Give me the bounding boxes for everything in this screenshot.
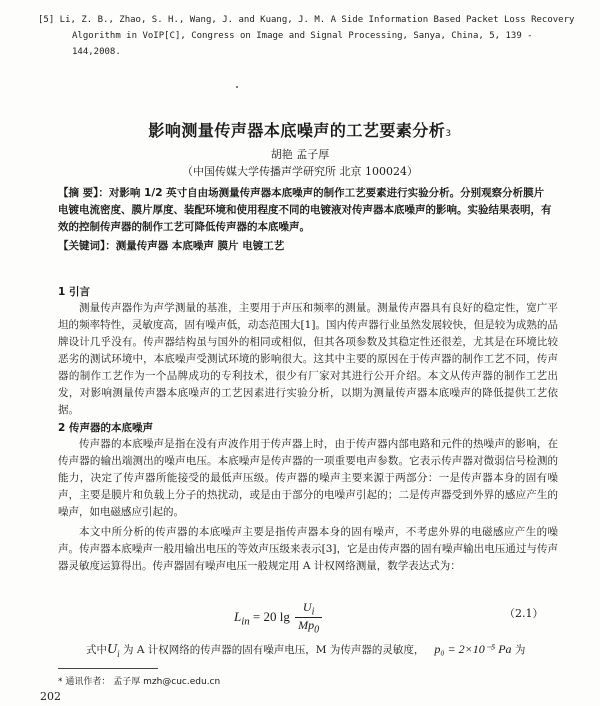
equation-operator: = 20 lg — [249, 608, 294, 624]
abstract — [58, 185, 554, 236]
numerator-sub: i — [311, 606, 315, 618]
title-footnote-mark: 3 — [445, 129, 452, 139]
page-number: 202 — [40, 690, 61, 703]
equation-lhs-sub: in — [241, 615, 250, 628]
equation-2-1 — [234, 600, 322, 636]
equation-explanation — [86, 642, 556, 659]
where-pre: 式中 — [86, 644, 107, 656]
equation-lhs: L — [234, 608, 242, 624]
where-var-sub: i — [117, 648, 120, 659]
numerator-var: U — [302, 600, 312, 614]
paper-affiliation: （中国传媒大学传播声学研究所 北京 100024） — [182, 165, 418, 178]
intro-paragraph: 测量传声器作为声学测量的基准，主要用于声压和频率的测量。测量传声器具有良好的稳定性，宽广平坦的频率特性，灵敏度高，固有噪声低，动态范围大[1]。国内传声器行业虽然发展较快，但是较为成熟的品牌设计几乎没有。传声器结构虽与国外的相同或相似，但其各项参数及其稳定性还很差，尤其是在环境比较恶劣的测试环境中，本底噪声受测试环境的影响很大。这其中主要的原因在于传声器的制作工艺不同，传声器的制作工艺作为一个品牌成功的专利技术，很少有厂家对其进行公开介绍。本文从传声器的制作工艺出发，对影响测量传声器本底噪声的工艺因素进行实验分析，以期为测量传声器本底噪声的降低提供工艺依据。 — [58, 302, 558, 416]
footnote-rule — [58, 668, 158, 669]
noise-paragraph-1: 传声器的本底噪声是指在没有声波作用于传声器上时，由于传声器内部电路和元件的热噪声的影响，在传声器的输出端测出的噪声电压。本底噪声是传声器的一项重要电声参数。它表示传声器对微弱信号检测的能力，决定了传声器所能接受的最低声压级。传声器的噪声主要来源于两部分：一是传声器本身的固有噪声，主要是膜片和负载上分子的热扰动，或是由于部分的电噪声引起的；二是传声器受到外界的感应产生的噪声，如电磁感应引起的。 — [58, 438, 558, 518]
where-p0: p₀ = 2×10⁻⁵ Pa — [434, 642, 512, 656]
noise-paragraph-2: 本文中所分析的传声器的本底噪声主要是指传声器本身的固有噪声，不考虑外界的电磁感应产生的噪声。传声器本底噪声一般用输出电压的等效声压级来表示[3]，它是由传声器的固有噪声输出电压通过与传声器灵敏度运算得出。传声器固有噪声电压一般规定用 A 计权网络测量，数学表达式为： — [58, 526, 558, 572]
keywords-label: 【关键词】 — [58, 240, 106, 252]
keywords-text: ：测量传声器 本底噪声 膜片 电镀工艺 — [105, 240, 285, 252]
denominator-var: Mp — [298, 618, 315, 633]
equation-number: （2.1） — [504, 607, 544, 620]
title-text: 影响测量传声器本底噪声的工艺要素分析 — [148, 121, 446, 140]
equation-numerator — [295, 600, 322, 618]
abstract-label: 【摘 要】 — [58, 187, 99, 199]
reference-line-1: [5] Li, Z. B., Zhao, S. H., Wang, J. and Kuang, J. M. A Side Information Based Packet Loss Recovery — [38, 15, 575, 25]
footnote: * 通讯作者： 孟子厚 mzh@cuc.edu.cn — [58, 677, 221, 687]
section-heading-noise: 2 传声器的本底噪声 — [58, 422, 153, 434]
paper-title — [0, 118, 600, 141]
where-post: 为 — [511, 644, 526, 656]
section-heading-intro: 1 引言 — [58, 286, 90, 298]
paper-authors: 胡艳 孟子厚 — [270, 148, 330, 161]
where-var-u: U — [107, 642, 118, 657]
equation-fraction — [295, 600, 322, 636]
where-var — [107, 642, 120, 657]
abstract-text: ：对影响 1/2 英寸自由场测量传声器本底噪声的制作工艺要素进行实验分析。分别观察分析膜片电镀电流密度、膜片厚度、装配环境和使用程度不同的电镀液对传声器本底噪声的影响。实验结果表明，有效的控制传声器的制作工艺可降低传声器的本底噪声。 — [58, 187, 552, 233]
where-mid: 为 A 计权网络的传声器的固有噪声电压，M 为传声器的灵敏度， — [119, 644, 425, 656]
keywords — [58, 238, 554, 254]
reference-entry — [38, 12, 578, 60]
scan-speck — [236, 86, 238, 88]
denominator-sub: 0 — [314, 624, 320, 636]
equation-denominator — [295, 618, 322, 635]
reference-line-2: Algorithm in VoIP[C], Congress on Image and Signal Processing, Sanya, China, 5, 139 - 144,2008. — [72, 31, 533, 57]
